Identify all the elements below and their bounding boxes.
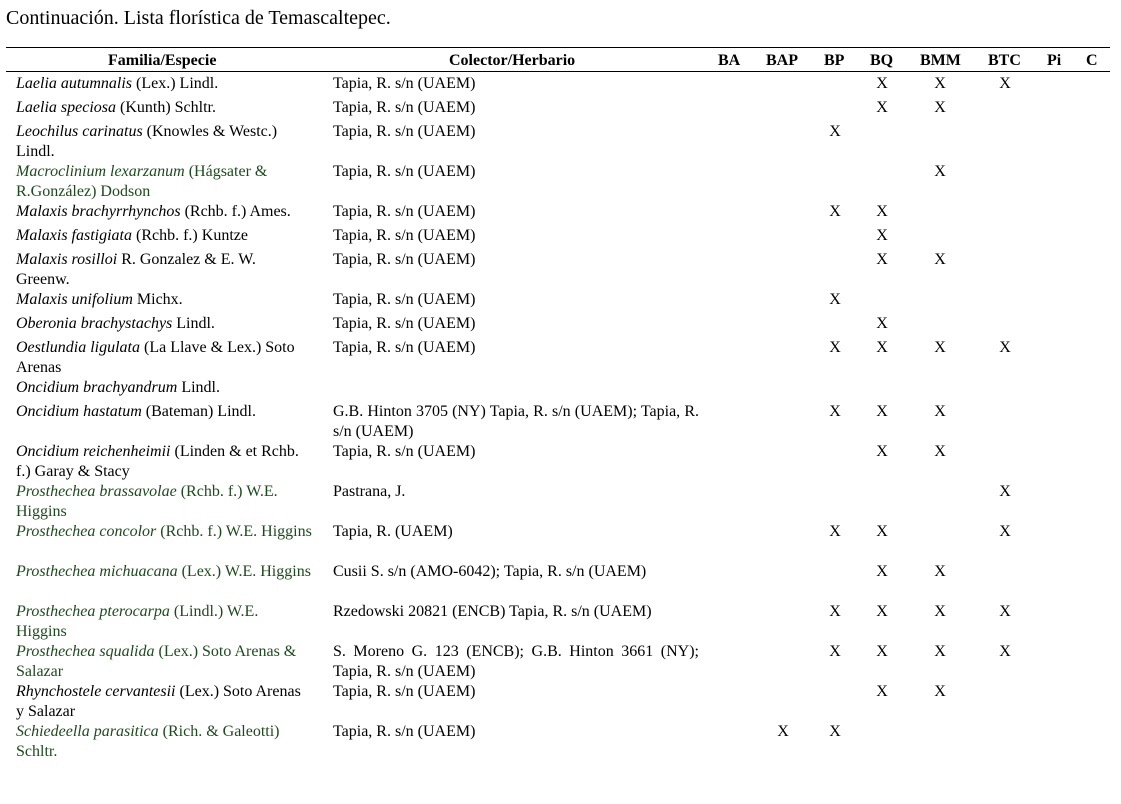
header-col-btc: BTC	[988, 52, 1021, 69]
presence-mark-bmm: X	[934, 251, 946, 268]
collector-herbarium: Pastrana, J.	[333, 483, 406, 500]
species-name	[16, 378, 312, 398]
presence-mark-bq: X	[876, 227, 888, 244]
collector-herbarium: Tapia, R. s/n (UAEM)	[333, 163, 476, 180]
species-name	[16, 642, 312, 682]
table-row	[0, 402, 1121, 442]
presence-mark-bmm: X	[934, 339, 946, 356]
table-row	[0, 74, 1121, 98]
species-scientific-name: Schiedeella parasitica	[16, 723, 159, 740]
presence-mark-bq: X	[876, 403, 888, 420]
table-row	[0, 378, 1121, 402]
presence-mark-bq: X	[876, 443, 888, 460]
presence-mark-btc: X	[999, 603, 1011, 620]
species-scientific-name: Laelia autumnalis	[16, 75, 133, 92]
collector-herbarium: Tapia, R. s/n (UAEM)	[333, 251, 476, 268]
species-scientific-name: Oberonia brachystachys	[16, 315, 173, 332]
presence-mark-btc: X	[999, 75, 1011, 92]
presence-mark-bq: X	[876, 339, 888, 356]
presence-mark-bmm: X	[934, 603, 946, 620]
presence-mark-bp: X	[829, 643, 841, 660]
collector-herbarium: S. Moreno G. 123 (ENCB); G.B. Hinton 3661 (NY); Tapia, R. s/n (UAEM)	[333, 643, 699, 680]
table-row	[0, 338, 1121, 378]
table-row	[0, 202, 1121, 226]
species-author: (Rchb. f.) W.E. Higgins	[156, 523, 312, 540]
presence-mark-btc: X	[999, 523, 1011, 540]
collector-herbarium: Tapia, R. s/n (UAEM)	[333, 99, 476, 116]
species-name	[16, 122, 312, 162]
presence-mark-bq: X	[876, 603, 888, 620]
presence-mark-bp: X	[829, 339, 841, 356]
table-top-rule	[6, 47, 1110, 48]
species-scientific-name: Malaxis fastigiata	[16, 227, 132, 244]
species-scientific-name: Macroclinium lexarzanum	[16, 163, 185, 180]
table-row	[0, 442, 1121, 482]
species-name	[16, 602, 312, 642]
collector-herbarium: Tapia, R. s/n (UAEM)	[333, 227, 476, 244]
species-name	[16, 338, 312, 378]
collector-herbarium: G.B. Hinton 3705 (NY) Tapia, R. s/n (UAEM); Tapia, R. s/n (UAEM)	[333, 403, 699, 440]
presence-mark-bmm: X	[934, 563, 946, 580]
collector-herbarium: Tapia, R. s/n (UAEM)	[333, 683, 476, 700]
table-row	[0, 226, 1121, 250]
collector-herbarium: Tapia, R. s/n (UAEM)	[333, 723, 476, 740]
species-author: (Lex.) Soto Arenas y Salazar	[16, 683, 301, 720]
species-name	[16, 722, 312, 762]
table-row	[0, 562, 1121, 602]
species-author: Lindl.	[177, 379, 220, 396]
species-author: (Kunth) Schltr.	[116, 99, 216, 116]
species-scientific-name: Oncidium reichenheimii	[16, 443, 171, 460]
presence-mark-bmm: X	[934, 683, 946, 700]
presence-mark-bp: X	[829, 403, 841, 420]
presence-mark-bq: X	[876, 99, 888, 116]
collector-herbarium: Tapia, R. (UAEM)	[333, 523, 453, 540]
collector-herbarium: Tapia, R. s/n (UAEM)	[333, 443, 476, 460]
table-row	[0, 314, 1121, 338]
collector-herbarium: Tapia, R. s/n (UAEM)	[333, 339, 476, 356]
species-name	[16, 74, 312, 94]
species-name	[16, 290, 312, 310]
species-scientific-name: Leochilus carinatus	[16, 123, 143, 140]
species-scientific-name: Oncidium hastatum	[16, 403, 142, 420]
table-row	[0, 642, 1121, 682]
presence-mark-bmm: X	[934, 75, 946, 92]
table-row	[0, 250, 1121, 290]
species-name	[16, 250, 312, 290]
table-row	[0, 602, 1121, 642]
species-scientific-name: Prosthechea brassavolae	[16, 483, 177, 500]
table-row	[0, 482, 1121, 522]
header-colector: Colector/Herbario	[449, 52, 576, 69]
species-name	[16, 98, 312, 118]
species-author: (Rich. & Galeotti) Schltr.	[16, 723, 280, 760]
table-row	[0, 290, 1121, 314]
collector-herbarium: Tapia, R. s/n (UAEM)	[333, 75, 476, 92]
species-scientific-name: Malaxis unifolium	[16, 291, 133, 308]
species-author: (Lex.) Soto Arenas & Salazar	[16, 643, 297, 680]
collector-herbarium: Tapia, R. s/n (UAEM)	[333, 315, 476, 332]
presence-mark-bmm: X	[934, 443, 946, 460]
table-header-rule	[6, 71, 1110, 72]
header-col-c: C	[1086, 52, 1098, 69]
species-scientific-name: Oestlundia ligulata	[16, 339, 140, 356]
presence-mark-bp: X	[829, 603, 841, 620]
species-scientific-name: Rhynchostele cervantesii	[16, 683, 176, 700]
presence-mark-bq: X	[876, 683, 888, 700]
species-name	[16, 202, 312, 222]
table-row	[0, 522, 1121, 562]
species-name	[16, 402, 312, 422]
species-author: (Knowles & Westc.) Lindl.	[16, 123, 278, 160]
species-scientific-name: Prosthechea pterocarpa	[16, 603, 170, 620]
presence-mark-bmm: X	[934, 99, 946, 116]
species-author: (Lex.) W.E. Higgins	[177, 563, 311, 580]
presence-mark-bap: X	[777, 723, 789, 740]
species-author: (Hágsater & R.González) Dodson	[16, 163, 268, 200]
presence-mark-bq: X	[876, 563, 888, 580]
presence-mark-bp: X	[829, 523, 841, 540]
header-col-bp: BP	[824, 52, 845, 69]
species-name	[16, 162, 312, 202]
presence-mark-btc: X	[999, 339, 1011, 356]
collector-herbarium: Cusii S. s/n (AMO-6042); Tapia, R. s/n (UAEM)	[333, 563, 647, 580]
header-col-bmm: BMM	[920, 52, 961, 69]
presence-mark-bq: X	[876, 251, 888, 268]
presence-mark-bq: X	[876, 75, 888, 92]
presence-mark-bq: X	[876, 523, 888, 540]
presence-mark-bp: X	[829, 203, 841, 220]
collector-herbarium: Tapia, R. s/n (UAEM)	[333, 203, 476, 220]
species-author: Lindl.	[172, 315, 215, 332]
species-name	[16, 562, 312, 582]
presence-mark-bq: X	[876, 315, 888, 332]
header-familia: Familia/Especie	[108, 52, 217, 69]
species-name	[16, 314, 312, 334]
header-col-ba: BA	[718, 52, 741, 69]
species-scientific-name: Prosthechea michuacana	[16, 563, 178, 580]
species-author: (Lex.) Lindl.	[132, 75, 219, 92]
species-scientific-name: Laelia speciosa	[16, 99, 116, 116]
species-author: R. Gonzalez & E. W. Greenw.	[16, 251, 256, 288]
presence-mark-bmm: X	[934, 403, 946, 420]
presence-mark-btc: X	[999, 483, 1011, 500]
species-name	[16, 482, 312, 522]
presence-mark-bp: X	[829, 723, 841, 740]
header-col-pi: Pi	[1047, 52, 1062, 69]
collector-herbarium: Rzedowski 20821 (ENCB) Tapia, R. s/n (UAEM)	[333, 603, 652, 620]
species-scientific-name: Malaxis rosilloi	[16, 251, 118, 268]
species-author: (Rchb. f.) Ames.	[180, 203, 291, 220]
species-scientific-name: Malaxis brachyrrhynchos	[16, 203, 181, 220]
species-scientific-name: Prosthechea squalida	[16, 643, 155, 660]
presence-mark-bmm: X	[934, 163, 946, 180]
table-row	[0, 722, 1121, 762]
species-name	[16, 682, 312, 722]
presence-mark-btc: X	[999, 643, 1011, 660]
species-author: (La Llave & Lex.) Soto Arenas	[16, 339, 295, 376]
species-author: (Linden & et Rchb. f.) Garay & Stacy	[16, 443, 299, 480]
table-row	[0, 682, 1121, 722]
table-caption: Continuación. Lista florística de Temascaltepec.	[6, 7, 391, 29]
collector-herbarium: Tapia, R. s/n (UAEM)	[333, 123, 476, 140]
header-col-bq: BQ	[870, 52, 894, 69]
collector-herbarium: Tapia, R. s/n (UAEM)	[333, 291, 476, 308]
presence-mark-bq: X	[876, 643, 888, 660]
presence-mark-bq: X	[876, 203, 888, 220]
table-row	[0, 122, 1121, 162]
table-row	[0, 162, 1121, 202]
species-name	[16, 522, 312, 542]
table-row	[0, 98, 1121, 122]
species-scientific-name: Prosthechea concolor	[16, 523, 157, 540]
species-author: (Bateman) Lindl.	[141, 403, 256, 420]
table-body	[0, 74, 1121, 762]
species-name	[16, 226, 312, 246]
species-author: (Rchb. f.) Kuntze	[132, 227, 248, 244]
species-scientific-name: Oncidium brachyandrum	[16, 379, 178, 396]
presence-mark-bp: X	[829, 123, 841, 140]
species-author: (Lindl.) W.E. Higgins	[16, 603, 259, 640]
species-author: Michx.	[132, 291, 183, 308]
table-header	[6, 52, 1110, 70]
presence-mark-bmm: X	[934, 643, 946, 660]
species-author: (Rchb. f.) W.E. Higgins	[16, 483, 278, 520]
presence-mark-bp: X	[829, 291, 841, 308]
species-name	[16, 442, 312, 482]
header-col-bap: BAP	[766, 52, 798, 69]
